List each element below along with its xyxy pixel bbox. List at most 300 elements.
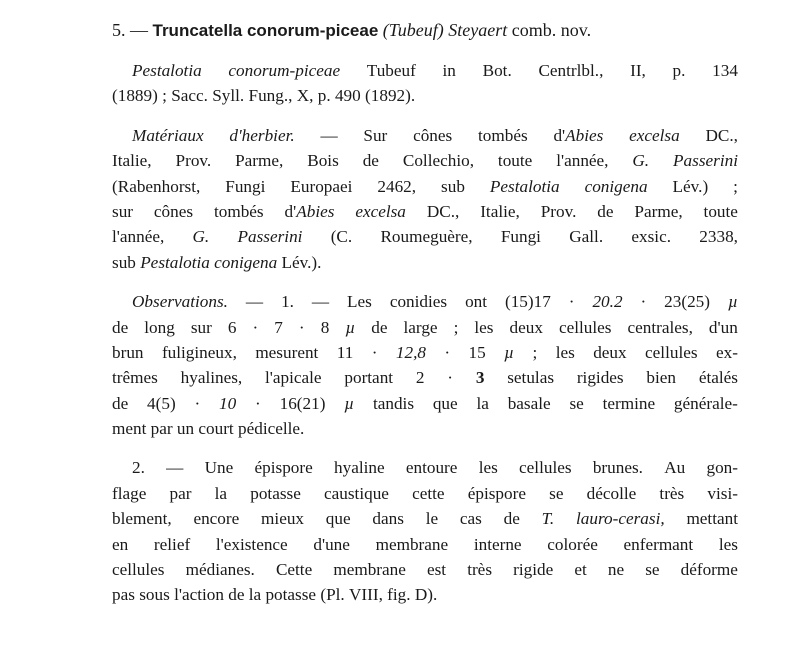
text-run: portant — [344, 368, 394, 388]
text-run: µ — [345, 317, 356, 337]
text-run: II, — [630, 61, 646, 80]
text-run: d'une — [313, 534, 350, 554]
text-word — [337, 340, 354, 365]
text-word — [403, 148, 474, 173]
text-word — [235, 148, 283, 173]
text-run: Fungi — [225, 176, 266, 196]
text-run: d' — [553, 125, 566, 145]
text-word — [549, 481, 563, 506]
text-run: ment par un court pédicelle. — [112, 419, 305, 439]
text-word — [112, 148, 152, 173]
text-word — [597, 199, 613, 224]
text-run: basale — [507, 393, 551, 413]
text-run: la — [214, 483, 228, 503]
text-word — [225, 174, 265, 199]
text-run: cônes — [413, 125, 453, 145]
text-run: long — [144, 317, 175, 337]
text-line — [112, 365, 738, 390]
text-word — [664, 289, 710, 314]
text-word — [132, 123, 204, 148]
text-word — [474, 315, 493, 340]
text-run: de — [112, 317, 129, 337]
text-word — [191, 315, 212, 340]
text-line — [112, 224, 738, 249]
text-word — [255, 340, 318, 365]
text-word — [344, 365, 393, 390]
text-run: se — [569, 393, 584, 413]
text-run: Bot. — [482, 61, 512, 80]
text-word — [334, 455, 385, 480]
text-run: les — [478, 458, 498, 478]
species-heading — [112, 18, 738, 46]
text-word — [193, 224, 210, 249]
text-word — [347, 289, 372, 314]
text-line — [112, 148, 738, 173]
text-run: DC., — [426, 201, 460, 221]
text-run: 16(21) — [279, 393, 326, 413]
text-word — [215, 481, 227, 506]
text-word — [577, 365, 624, 390]
text-run: (C. — [330, 227, 353, 247]
text-run: et — [574, 560, 587, 580]
text-run: centrales, — [627, 317, 693, 337]
text-run: potasse — [250, 483, 301, 503]
text-word — [255, 391, 261, 416]
text-word — [593, 455, 643, 480]
text-run: sub — [441, 176, 465, 196]
text-run: · — [444, 342, 451, 362]
text-run: Pestalotia conigena — [140, 252, 278, 272]
text-run: · — [194, 393, 201, 413]
text-word — [255, 455, 313, 480]
text-run: déforme — [680, 560, 738, 580]
text-word — [628, 315, 693, 340]
text-word — [112, 481, 146, 506]
text-line — [112, 289, 738, 314]
text-word — [659, 481, 684, 506]
text-run: — — [311, 292, 330, 312]
text-word — [699, 365, 738, 390]
text-run: Fungi — [500, 227, 541, 247]
text-word — [246, 289, 263, 314]
text-word — [228, 315, 237, 340]
text-run: tombés — [213, 201, 264, 221]
text-word — [569, 224, 603, 249]
text-word — [640, 289, 646, 314]
text-run: Observations. — [132, 292, 228, 312]
text-run: cette — [412, 483, 445, 503]
text-word — [603, 391, 656, 416]
text-word — [176, 148, 212, 173]
text-line — [112, 123, 738, 148]
text-word — [443, 58, 456, 83]
text-run: — — [320, 125, 338, 145]
text-run: interne — [473, 534, 522, 554]
text-run: conorum-piceae — [228, 61, 341, 80]
text-run: de — [362, 151, 379, 171]
text-word — [634, 199, 682, 224]
text-run: 12,8 — [395, 342, 426, 362]
text-run: Parme, — [235, 151, 284, 171]
text-run: toute — [497, 151, 533, 171]
text-run: colorée — [547, 534, 598, 554]
text-word — [147, 391, 176, 416]
text-run: le — [425, 509, 439, 529]
text-word — [390, 289, 447, 314]
text-word — [132, 58, 202, 83]
text-run: médianes. — [185, 560, 255, 580]
text-run: dans — [372, 509, 404, 529]
text-word — [274, 315, 283, 340]
text-run: les — [474, 317, 494, 337]
text-run: 1. — [281, 292, 294, 312]
text-line — [112, 391, 738, 416]
text-word — [532, 340, 537, 365]
text-run: de — [371, 317, 388, 337]
text-word — [412, 481, 444, 506]
text-run: décolle — [586, 483, 637, 503]
text-word — [112, 391, 128, 416]
text-word — [238, 224, 303, 249]
text-run: membrane — [333, 560, 406, 580]
text-word — [326, 506, 351, 531]
text-run: relief — [153, 534, 191, 554]
text-run: 3 — [475, 368, 485, 388]
text-word — [355, 199, 406, 224]
text-run: · — [640, 292, 647, 312]
text-run: large — [403, 317, 438, 337]
text-run: Abies — [565, 125, 604, 145]
text-word — [712, 58, 738, 83]
text-word — [664, 455, 685, 480]
text-run: · — [568, 292, 575, 312]
text-line — [112, 315, 738, 340]
text-run: · — [298, 317, 305, 337]
text-run: étalés — [698, 368, 738, 388]
text-word — [719, 532, 738, 557]
text-word — [630, 58, 646, 83]
text-run: · — [447, 368, 454, 388]
text-word — [547, 532, 598, 557]
text-run: termine — [602, 393, 656, 413]
text-run: µ — [727, 292, 738, 312]
observations-paragraph — [112, 289, 738, 441]
text-word — [404, 315, 438, 340]
text-word — [281, 289, 294, 314]
text-run: que — [432, 393, 458, 413]
text-word — [276, 557, 312, 582]
text-run: exsic. — [631, 227, 672, 247]
text-word — [699, 224, 738, 249]
text-run: pas sous l'action de la potasse (Pl. VIII, fig. D). — [112, 585, 438, 605]
text-word — [363, 123, 387, 148]
text-word — [112, 557, 165, 582]
text-line — [112, 506, 738, 531]
text-word — [505, 289, 551, 314]
text-run: enfermant — [623, 534, 694, 554]
text-word — [416, 365, 425, 390]
text-word — [112, 315, 128, 340]
text-run: 2338, — [699, 227, 738, 247]
text-run: lauro-cerasi, — [576, 509, 665, 529]
text-word — [454, 315, 459, 340]
text-run: Centrlbl., — [538, 61, 604, 80]
text-word — [480, 199, 520, 224]
text-word — [321, 315, 330, 340]
text-word — [478, 123, 528, 148]
text-run: Au — [664, 458, 686, 478]
text-run: 2462, — [377, 176, 417, 196]
text-word — [728, 289, 738, 314]
text-line — [112, 481, 738, 506]
text-word — [460, 506, 482, 531]
text-run: Abies — [296, 201, 335, 221]
text-word — [193, 506, 239, 531]
text-line — [112, 340, 738, 365]
text-run: par — [169, 483, 192, 503]
text-run: flage — [112, 483, 147, 503]
text-run: se — [549, 483, 564, 503]
text-run: la — [476, 393, 489, 413]
text-word — [312, 289, 329, 314]
text-word — [646, 365, 676, 390]
materiaux-paragraph — [112, 123, 738, 275]
text-word — [542, 506, 555, 531]
text-run: de — [112, 393, 129, 413]
text-word — [467, 557, 492, 582]
text-run: rigides — [576, 368, 624, 388]
text-run: ; — [532, 342, 538, 362]
text-run: visi- — [707, 483, 738, 503]
text-run: DC., — [705, 125, 738, 145]
text-run: 15 — [468, 342, 486, 362]
text-run: d' — [284, 201, 297, 221]
text-run: G. — [632, 151, 650, 171]
text-word — [631, 224, 671, 249]
text-run: hyalines, — [180, 368, 243, 388]
text-run: Sur — [363, 125, 388, 145]
text-run: Passerini — [673, 151, 738, 171]
text-word — [324, 481, 389, 506]
text-run: Une — [204, 458, 234, 478]
text-run: bien — [646, 368, 677, 388]
text-word — [510, 315, 543, 340]
text-word — [112, 365, 158, 390]
text-word — [371, 315, 387, 340]
text-word — [704, 199, 738, 224]
text-run: — — [245, 292, 264, 312]
text-word — [307, 148, 339, 173]
text-run: in — [442, 61, 456, 80]
text-word — [406, 455, 458, 480]
text-run: Prov. — [540, 201, 577, 221]
text-run: d'herbier. — [229, 125, 295, 145]
text-word — [585, 174, 648, 199]
text-word — [483, 58, 512, 83]
text-word — [181, 365, 243, 390]
text-word — [645, 557, 659, 582]
text-word — [507, 365, 554, 390]
text-word — [556, 340, 575, 365]
text-word — [716, 340, 738, 365]
text-run: · — [255, 393, 261, 413]
text-run: Tubeuf — [366, 61, 416, 80]
text-line — [112, 455, 738, 480]
text-word — [265, 365, 322, 390]
text-run: deux — [593, 342, 627, 362]
text-run: épispore — [254, 458, 313, 478]
text-word — [170, 481, 192, 506]
text-word — [508, 391, 551, 416]
text-run: 134 — [712, 61, 738, 80]
text-word — [476, 365, 485, 390]
text-word — [681, 557, 738, 582]
text-word — [132, 289, 228, 314]
text-run: ; — [733, 176, 738, 196]
heading-genus: Truncatella conorum-piceae — [152, 21, 379, 40]
text-word — [587, 481, 637, 506]
text-run: Passerini — [237, 227, 303, 247]
text-run: ; — [453, 317, 459, 337]
text-word — [504, 340, 514, 365]
text-run: µ — [504, 342, 515, 362]
text-line — [112, 416, 738, 441]
text-word — [229, 123, 294, 148]
text-run: Bois — [307, 151, 339, 171]
text-run: Cette — [275, 560, 313, 580]
text-word — [132, 455, 145, 480]
text-run: 6 — [227, 317, 237, 337]
text-word — [490, 174, 560, 199]
text-word — [112, 174, 200, 199]
text-run: tandis — [372, 393, 415, 413]
text-run: Matériaux — [132, 125, 204, 145]
text-word — [331, 224, 352, 249]
text-word — [112, 340, 144, 365]
text-word — [673, 58, 686, 83]
text-run: en — [112, 534, 129, 554]
text-run: (Rabenhorst, — [112, 176, 201, 196]
text-run: très — [467, 560, 493, 580]
text-run: tombés — [478, 125, 528, 145]
text-line — [112, 199, 738, 224]
text-word — [372, 340, 378, 365]
text-run: sur — [112, 201, 134, 221]
text-run: deux — [509, 317, 543, 337]
text-run: ne — [607, 560, 625, 580]
text-word — [705, 123, 737, 148]
text-run: 8 — [320, 317, 330, 337]
text-run: l'existence — [215, 534, 288, 554]
text-run: · — [252, 317, 259, 337]
text-run: setulas — [507, 368, 555, 388]
text-word — [285, 199, 335, 224]
text-word — [733, 174, 738, 199]
text-word — [214, 199, 264, 224]
text-word — [363, 148, 379, 173]
text-run: p. — [672, 61, 686, 80]
text-run: Parme, — [634, 201, 683, 221]
text-run: mieux — [261, 509, 305, 529]
text-run: Pestalotia — [132, 61, 202, 80]
text-run: sub — [112, 252, 141, 272]
text-word — [674, 391, 738, 416]
text-run: Les — [347, 292, 372, 312]
text-word — [645, 340, 698, 365]
text-run: brunes. — [592, 458, 643, 478]
text-word — [426, 506, 438, 531]
text-run: les — [718, 534, 738, 554]
text-word — [320, 123, 337, 148]
text-run: brun — [112, 342, 144, 362]
text-line — [112, 557, 738, 582]
text-word — [166, 455, 183, 480]
text-run: 4(5) — [147, 393, 176, 413]
text-word — [673, 148, 738, 173]
text-run: 23(25) — [664, 292, 710, 312]
text-line — [112, 83, 738, 108]
text-word — [513, 557, 553, 582]
text-run: Italie, — [480, 201, 520, 221]
text-word — [427, 199, 459, 224]
text-word — [345, 315, 355, 340]
text-line — [112, 174, 738, 199]
text-run: blement, — [112, 509, 172, 529]
text-run: mettant — [686, 509, 738, 529]
text-word — [501, 224, 541, 249]
text-word — [112, 199, 133, 224]
text-run: entoure — [405, 458, 458, 478]
text-word — [709, 315, 738, 340]
text-word — [333, 557, 406, 582]
text-run: cellules — [519, 458, 572, 478]
text-run: cellules — [558, 317, 612, 337]
text-word — [673, 174, 709, 199]
text-run: (15)17 — [504, 292, 551, 312]
text-run: cônes — [153, 201, 194, 221]
text-word — [706, 455, 738, 480]
text-run: 7 — [274, 317, 283, 337]
text-word — [313, 532, 350, 557]
text-word — [112, 224, 164, 249]
text-run: mesurent — [255, 342, 319, 362]
text-word — [465, 289, 487, 314]
text-word — [569, 289, 575, 314]
text-run: cellules — [112, 560, 165, 580]
text-word — [576, 506, 665, 531]
text-run: sur — [190, 317, 212, 337]
text-word — [629, 123, 680, 148]
text-run: d'un — [708, 317, 738, 337]
text-word — [290, 174, 352, 199]
text-word — [608, 557, 624, 582]
text-run: 10 — [219, 393, 237, 413]
text-line — [112, 58, 738, 83]
text-run: G. — [192, 227, 210, 247]
text-run: 2 — [415, 368, 425, 388]
text-word — [373, 391, 414, 416]
text-line — [112, 532, 738, 557]
text-word — [447, 365, 453, 390]
text-word — [154, 532, 190, 557]
text-word — [112, 532, 128, 557]
text-run: toute — [703, 201, 738, 221]
text-word — [593, 340, 626, 365]
text-word — [372, 506, 404, 531]
text-run: conigena — [584, 176, 648, 196]
text-run: excelsa — [355, 201, 406, 221]
text-run: très — [659, 483, 685, 503]
